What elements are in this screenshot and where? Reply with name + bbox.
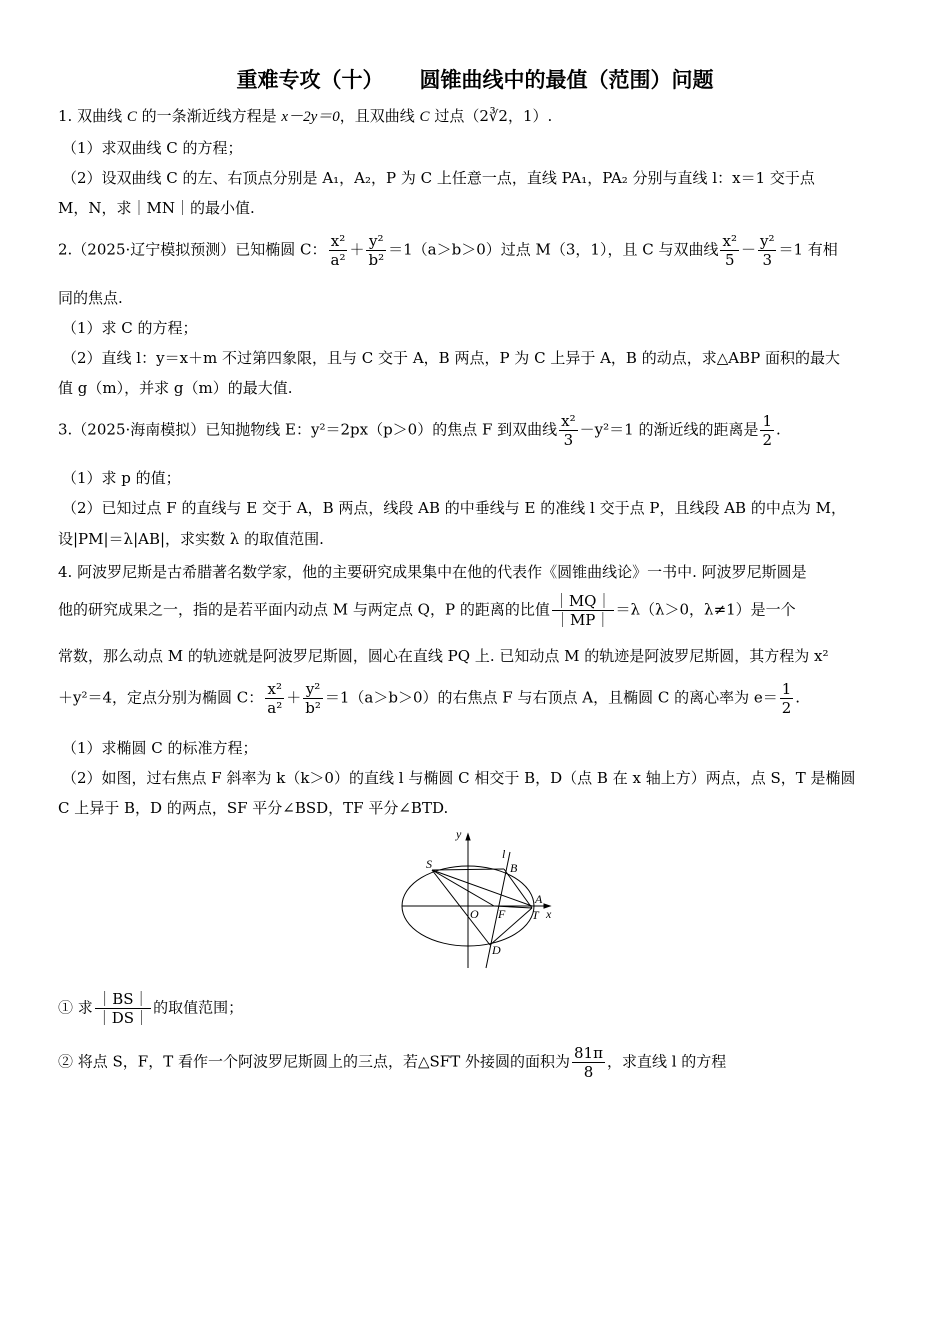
fraction: $\frac{\text{x²}}{\text{a²}}$	[330, 232, 346, 269]
label-S: S	[426, 857, 432, 871]
label-F: F	[498, 907, 506, 921]
q2-stem: 2.（2025·辽宁模拟预测）已知椭圆 C： $\frac{\text{x²}}{\text{a²}}$ ＋ $\frac{\text{y²}}{\text{b²}}$ ＝1（a＞b＞0）过点 M（3，1），且 C 与双曲线 $\frac{\text{x²}}{5}$ － $\frac{\text{y²}}{3}$ ＝1 有相	[58, 232, 838, 269]
label-D: D	[492, 943, 501, 957]
fraction: $\frac{|BS|}{|DS|}$	[96, 990, 150, 1027]
q4-part2-line1: （2）如图，过右焦点 F 斜率为 k（k＞0）的直线 l 与椭圆 C 相交于 B，D（点 B 在 x 轴上方）两点，点 S，T 是椭圆	[62, 769, 856, 787]
q2-part2-line2: 值 g（m），并求 g（m）的最大值.	[58, 379, 293, 397]
fraction: $\frac{|MQ|}{|MP|}$	[553, 592, 612, 629]
segment-SF	[432, 870, 494, 906]
segment-SA	[432, 870, 532, 906]
segment-SD	[432, 870, 490, 945]
q3-part2-line2: 设|PM|＝λ|AB|，求实数 λ 的取值范围.	[58, 530, 324, 548]
ellipse-figure	[398, 826, 558, 972]
fraction: $\frac{\text{y²}}{\text{b²}}$	[368, 232, 385, 269]
title-part1: 重难专攻（十）	[236, 68, 384, 92]
fraction: $\frac{\text{x²}}{\text{a²}}$	[267, 680, 283, 717]
q4-sub2: ② 将点 S，F，T 看作一个阿波罗尼斯圆上的三点，若△SFT 外接圆的面积为 $\frac{81\pi}{8}$ ，求直线 l 的方程	[58, 1044, 727, 1081]
page-title	[0, 64, 950, 94]
y-axis-arrow	[466, 834, 470, 840]
q3-stem: 3.（2025·海南模拟）已知抛物线 E：y²＝2px（p＞0）的焦点 F 到双曲线 $\frac{\text{x²}}{3}$ －y²＝1 的渐近线的距离是 $\frac{1}{2}$ .	[58, 412, 781, 449]
label-A: A	[535, 892, 543, 906]
fraction: $\frac{1}{2}$	[762, 412, 772, 449]
q4-line4: ＋y²＝4，定点分别为椭圆 C： $\frac{\text{x²}}{\text{a²}}$ ＋ $\frac{\text{y²}}{\text{b²}}$ ＝1（a＞b＞0）的右焦点 F 与右顶点 A，且椭圆 C 的离心率为 e＝ $\frac{1}{2}$ .	[58, 680, 801, 717]
label-O: O	[470, 907, 479, 921]
segment-DT	[490, 908, 532, 945]
label-y: y	[456, 827, 462, 841]
fraction: $\frac{\text{x²}}{3}$	[561, 412, 576, 449]
q2-part2-line1: （2）直线 l：y＝x＋m 不过第四象限，且与 C 交于 A，B 两点，P 为 C 上异于 A，B 的动点，求△ABP 面积的最大	[62, 349, 840, 367]
q2-stem-line2: 同的焦点.	[58, 289, 123, 307]
q2-part1: （1）求 C 的方程；	[62, 319, 198, 337]
q1-part1: （1）求双曲线 C 的方程；	[62, 139, 243, 157]
label-T: T	[532, 908, 539, 922]
q4-part2-line2: C 上异于 B，D 的两点，SF 平分∠BSD，TF 平分∠BTD.	[58, 799, 449, 817]
q4-sub1: ① 求 $\frac{|BS|}{|DS|}$ 的取值范围；	[58, 990, 244, 1027]
q3-part2-line1: （2）已知过点 F 的直线与 E 交于 A，B 两点，线段 AB 的中垂线与 E 的准线 l 交于点 P，且线段 AB 的中点为 M，	[62, 499, 846, 517]
q1-part2-line2: M，N，求｜MN｜的最小值.	[58, 199, 255, 217]
q4-line3: 常数，那么动点 M 的轨迹就是阿波罗尼斯圆，圆心在直线 PQ 上. 已知动点 M 的轨迹是阿波罗尼斯圆，其方程为 x²	[58, 647, 829, 665]
fraction: $\frac{81\pi}{8}$	[574, 1044, 603, 1081]
label-l: l	[502, 847, 506, 861]
q3-part1: （1）求 p 的值；	[62, 469, 181, 487]
q4-line1: 4. 阿波罗尼斯是古希腊著名数学家，他的主要研究成果集中在他的代表作《圆锥曲线论》一书中. 阿波罗尼斯圆是	[58, 563, 807, 581]
title-part2: 圆锥曲线中的最值（范围）问题	[419, 68, 714, 92]
q4-part1: （1）求椭圆 C 的标准方程；	[62, 739, 258, 757]
fraction: $\frac{\text{y²}}{3}$	[759, 232, 775, 269]
fraction: $\frac{1}{2}$	[781, 680, 792, 717]
fraction: $\frac{\text{y²}}{\text{b²}}$	[305, 680, 321, 717]
fraction: $\frac{\text{x²}}{5}$	[722, 232, 737, 269]
q4-line2: 他的研究成果之一，指的是若平面内动点 M 与两定点 Q，P 的距离的比值 $\frac{|MQ|}{|MP|}$ ＝λ（λ＞0，λ≠1）是一个	[58, 592, 796, 629]
q1-part2-line1: （2）设双曲线 C 的左、右顶点分别是 A₁，A₂，P 为 C 上任意一点，直线 PA₁，PA₂ 分别与直线 l：x＝1 交于点	[62, 169, 815, 187]
label-B: B	[510, 861, 518, 875]
label-x: x	[546, 907, 552, 921]
q1-stem: 1. 双曲线 C 的一条渐近线方程是 x－2y＝0，且双曲线 C 过点（2∛2，1）.	[58, 107, 553, 125]
